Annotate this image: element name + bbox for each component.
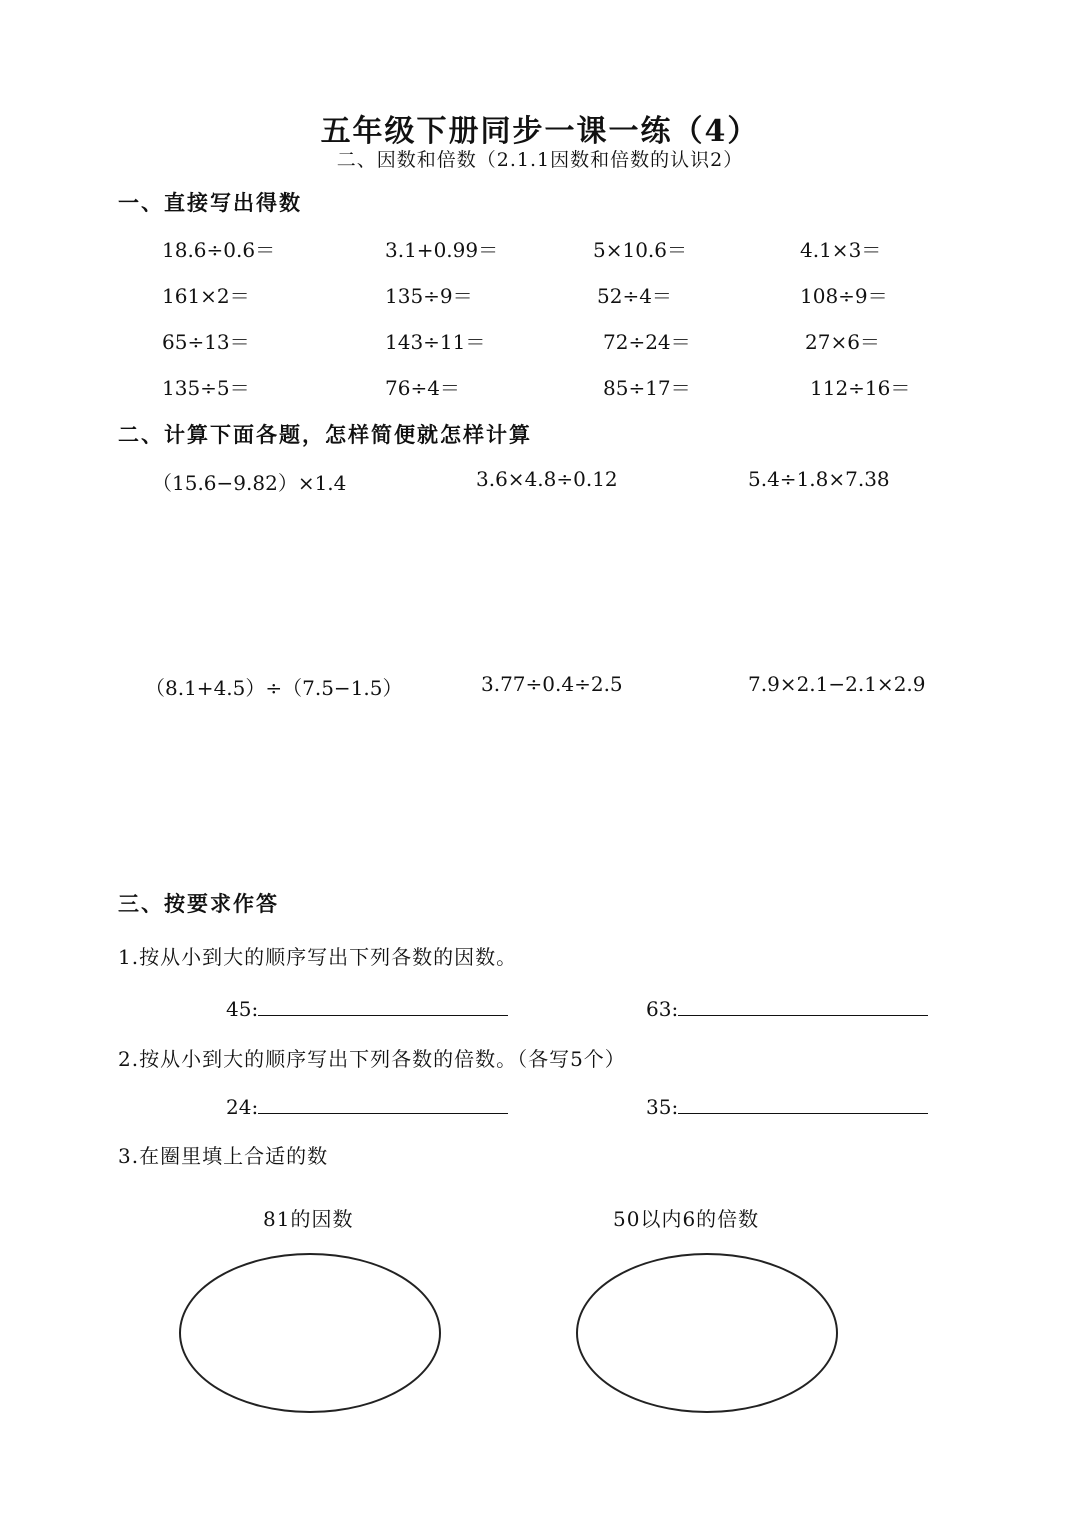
- oral-calc-item: 85÷17＝: [603, 376, 691, 400]
- oral-calc-item: 27×6＝: [805, 330, 880, 354]
- question-1: 1.按从小到大的顺序写出下列各数的因数。: [118, 945, 518, 969]
- oral-calc-item: 143÷11＝: [385, 330, 486, 354]
- answer-blank[interactable]: [678, 995, 928, 1016]
- calc-problem: 7.9×2.1−2.1×2.9: [748, 672, 926, 696]
- oval-label-right: 50以内6的倍数: [613, 1207, 760, 1231]
- section1-heading: 一、直接写出得数: [118, 190, 302, 215]
- factor-circle[interactable]: [179, 1253, 441, 1413]
- oral-calc-item: 4.1×3＝: [800, 238, 882, 262]
- multiple-circle[interactable]: [576, 1253, 838, 1413]
- answer-blank[interactable]: [258, 1093, 508, 1114]
- multiple-fill-24: [226, 1093, 508, 1119]
- calc-problem: （8.1+4.5）÷（7.5−1.5）: [145, 676, 403, 700]
- oral-calc-item: 72÷24＝: [603, 330, 691, 354]
- factor-fill-63: [646, 995, 928, 1021]
- section3-heading: 三、按要求作答: [118, 891, 279, 916]
- oral-calc-item: 108÷9＝: [800, 284, 888, 308]
- oval-label-left: 81的因数: [263, 1207, 354, 1231]
- oral-calc-item: 52÷4＝: [597, 284, 672, 308]
- calc-problem: 3.77÷0.4÷2.5: [481, 672, 623, 696]
- answer-blank[interactable]: [678, 1093, 928, 1114]
- oral-calc-item: 135÷5＝: [162, 376, 250, 400]
- oral-calc-item: 112÷16＝: [810, 376, 911, 400]
- page-subtitle: 二、因数和倍数（2.1.1因数和倍数的认识2）: [336, 149, 744, 171]
- fill-label: 24:: [226, 1095, 259, 1119]
- question-2: 2.按从小到大的顺序写出下列各数的倍数。（各写5个）: [118, 1047, 626, 1071]
- oral-calc-item: 161×2＝: [162, 284, 250, 308]
- oral-calc-item: 3.1+0.99＝: [385, 238, 499, 262]
- section2-heading: 二、计算下面各题，怎样简便就怎样计算: [118, 422, 532, 447]
- fill-label: 63:: [646, 997, 679, 1021]
- oral-calc-item: 18.6÷0.6＝: [162, 238, 276, 262]
- calc-problem: （15.6−9.82）×1.4: [152, 471, 347, 495]
- page-title: 五年级下册同步一课一练（4）: [320, 114, 760, 149]
- oral-calc-item: 135÷9＝: [385, 284, 473, 308]
- multiple-fill-35: [646, 1093, 928, 1119]
- factor-fill-45: [226, 995, 508, 1021]
- answer-blank[interactable]: [258, 995, 508, 1016]
- oral-calc-item: 76÷4＝: [385, 376, 460, 400]
- oral-calc-item: 65÷13＝: [162, 330, 250, 354]
- fill-label: 45:: [226, 997, 259, 1021]
- question-3: 3.在圈里填上合适的数: [118, 1144, 329, 1168]
- calc-problem: 3.6×4.8÷0.12: [476, 467, 618, 491]
- calc-problem: 5.4÷1.8×7.38: [748, 467, 890, 491]
- oral-calc-item: 5×10.6＝: [593, 238, 688, 262]
- fill-label: 35:: [646, 1095, 679, 1119]
